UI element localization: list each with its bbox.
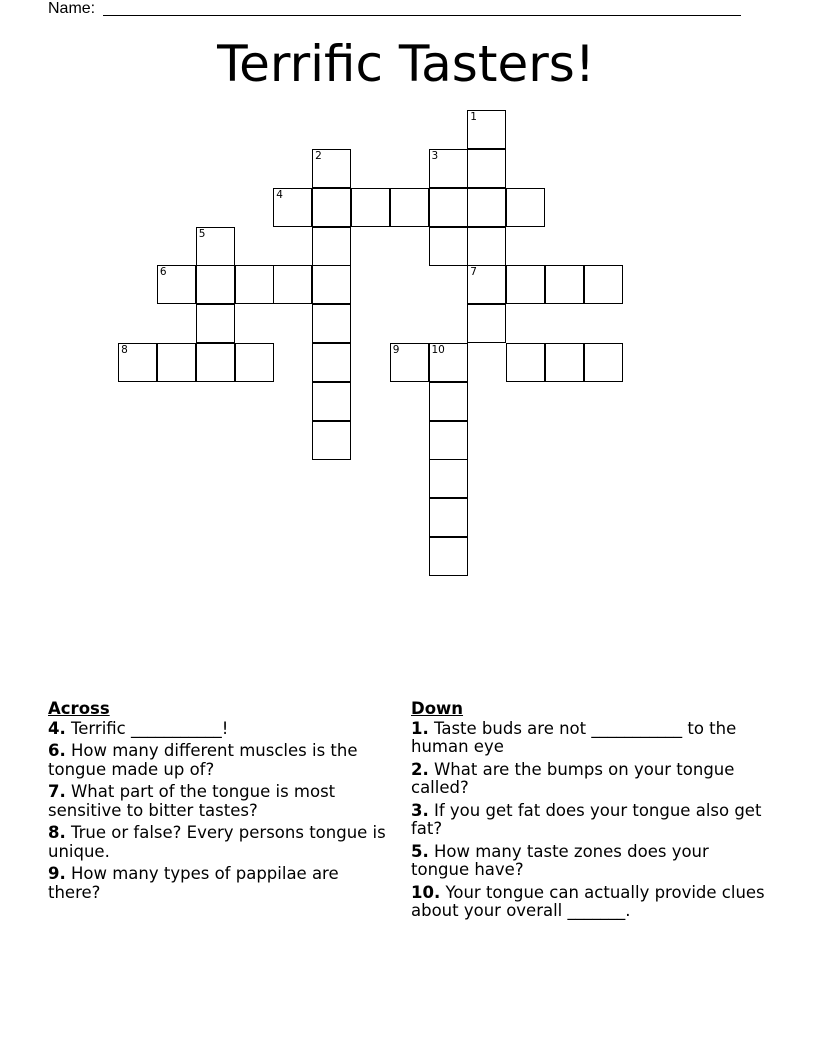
grid-cell[interactable]: [312, 382, 351, 421]
clue-number: 2.: [411, 759, 429, 779]
grid-cell[interactable]: [429, 421, 468, 460]
clue-text: Taste buds are not ___________ to the human eye: [411, 718, 737, 756]
clue-number-label: 9: [392, 343, 400, 356]
grid-cell[interactable]: [118, 343, 157, 382]
clue-across-6: [48, 742, 393, 779]
grid-cell[interactable]: [467, 304, 506, 343]
down-heading: Down: [411, 699, 464, 718]
clue-across-8: [48, 824, 393, 861]
grid-cell[interactable]: [273, 265, 312, 304]
grid-cell[interactable]: [467, 265, 506, 304]
grid-cell[interactable]: [467, 149, 506, 188]
clue-text: Terrific ___________!: [65, 718, 229, 738]
clue-number: 4.: [48, 718, 66, 738]
clue-number-label: 2: [315, 149, 322, 162]
grid-cell[interactable]: [545, 343, 584, 382]
puzzle-title: Terrific Tasters!: [217, 35, 595, 93]
clue-text: What are the bumps on your tongue called?: [411, 759, 735, 797]
grid-cell[interactable]: [312, 149, 351, 188]
clue-down-1: [411, 720, 771, 757]
clue-text: If you get fat does your tongue also get fat?: [411, 800, 762, 838]
grid-cell[interactable]: [467, 227, 506, 266]
grid-cell[interactable]: [351, 188, 390, 227]
clue-text: True or false? Every persons tongue is unique.: [48, 823, 386, 861]
grid-cell[interactable]: [506, 343, 545, 382]
clue-down-2: [411, 761, 771, 798]
grid-cell[interactable]: [196, 343, 235, 382]
clue-number: 9.: [48, 864, 66, 883]
clue-text: Your tongue can actually provide clues about your overall _______.: [411, 882, 765, 920]
clue-text: How many different muscles is the tongue made up of?: [48, 741, 358, 779]
name-label: Name:: [48, 0, 96, 17]
grid-cell[interactable]: [312, 188, 351, 227]
grid-cell[interactable]: [196, 265, 235, 304]
clue-text: How many taste zones does your tongue have?: [411, 841, 709, 879]
grid-cell[interactable]: [584, 265, 623, 304]
clue-number: 6.: [48, 741, 66, 760]
across-clues: [48, 700, 393, 906]
clue-down-10: [411, 884, 771, 921]
clue-number: 7.: [48, 782, 66, 801]
clue-number: 10.: [411, 882, 441, 902]
clue-number-label: 5: [198, 227, 206, 240]
grid-cell[interactable]: [429, 498, 468, 537]
down-clues: [411, 700, 771, 925]
clue-number-label: 4: [276, 188, 283, 201]
clue-down-5: [411, 843, 771, 880]
clue-across-4: [48, 720, 393, 739]
grid-cell[interactable]: [312, 304, 351, 343]
grid-cell[interactable]: [429, 537, 468, 576]
grid-cell[interactable]: [157, 343, 196, 382]
clue-number: 8.: [48, 823, 66, 842]
grid-cell[interactable]: [429, 227, 468, 266]
grid-cell[interactable]: [235, 265, 274, 304]
clue-number-label: 8: [121, 343, 128, 356]
clue-number-label: 3: [431, 149, 439, 162]
clue-number-label: 7: [470, 266, 477, 279]
grid-cell[interactable]: [196, 304, 235, 343]
grid-cell[interactable]: [584, 343, 623, 382]
grid-cell[interactable]: [429, 459, 468, 498]
grid-cell[interactable]: [467, 110, 506, 149]
grid-cell[interactable]: [429, 149, 468, 188]
clue-number: 5.: [411, 841, 429, 861]
clue-number-label: 10: [431, 343, 445, 356]
grid-cell[interactable]: [312, 421, 351, 460]
grid-cell[interactable]: [157, 265, 196, 304]
across-heading: Across: [48, 699, 110, 718]
grid-cell[interactable]: [312, 343, 351, 382]
grid-cell[interactable]: [467, 188, 506, 227]
grid-cell[interactable]: [390, 188, 429, 227]
grid-cell[interactable]: [273, 188, 312, 227]
grid-cell[interactable]: [235, 343, 274, 382]
clue-down-3: [411, 802, 771, 839]
clue-text: What part of the tongue is most sensitive to bitter tastes?: [48, 782, 336, 820]
grid-cell[interactable]: [545, 265, 584, 304]
clue-number: 1.: [411, 718, 429, 738]
grid-cell[interactable]: [390, 343, 429, 382]
clue-across-7: [48, 783, 393, 820]
grid-cell[interactable]: [506, 188, 545, 227]
grid-cell[interactable]: [429, 382, 468, 421]
clue-number-label: 1: [470, 111, 477, 124]
grid-cell[interactable]: [429, 343, 468, 382]
clue-number-label: 6: [159, 266, 167, 279]
clue-number: 3.: [411, 800, 429, 820]
grid-cell[interactable]: [196, 227, 235, 266]
grid-cell[interactable]: [312, 227, 351, 266]
grid-cell[interactable]: [429, 188, 468, 227]
clue-text: How many types of pappilae are there?: [48, 864, 339, 902]
clue-across-9: [48, 865, 393, 902]
grid-cell[interactable]: [506, 265, 545, 304]
grid-cell[interactable]: [312, 265, 351, 304]
